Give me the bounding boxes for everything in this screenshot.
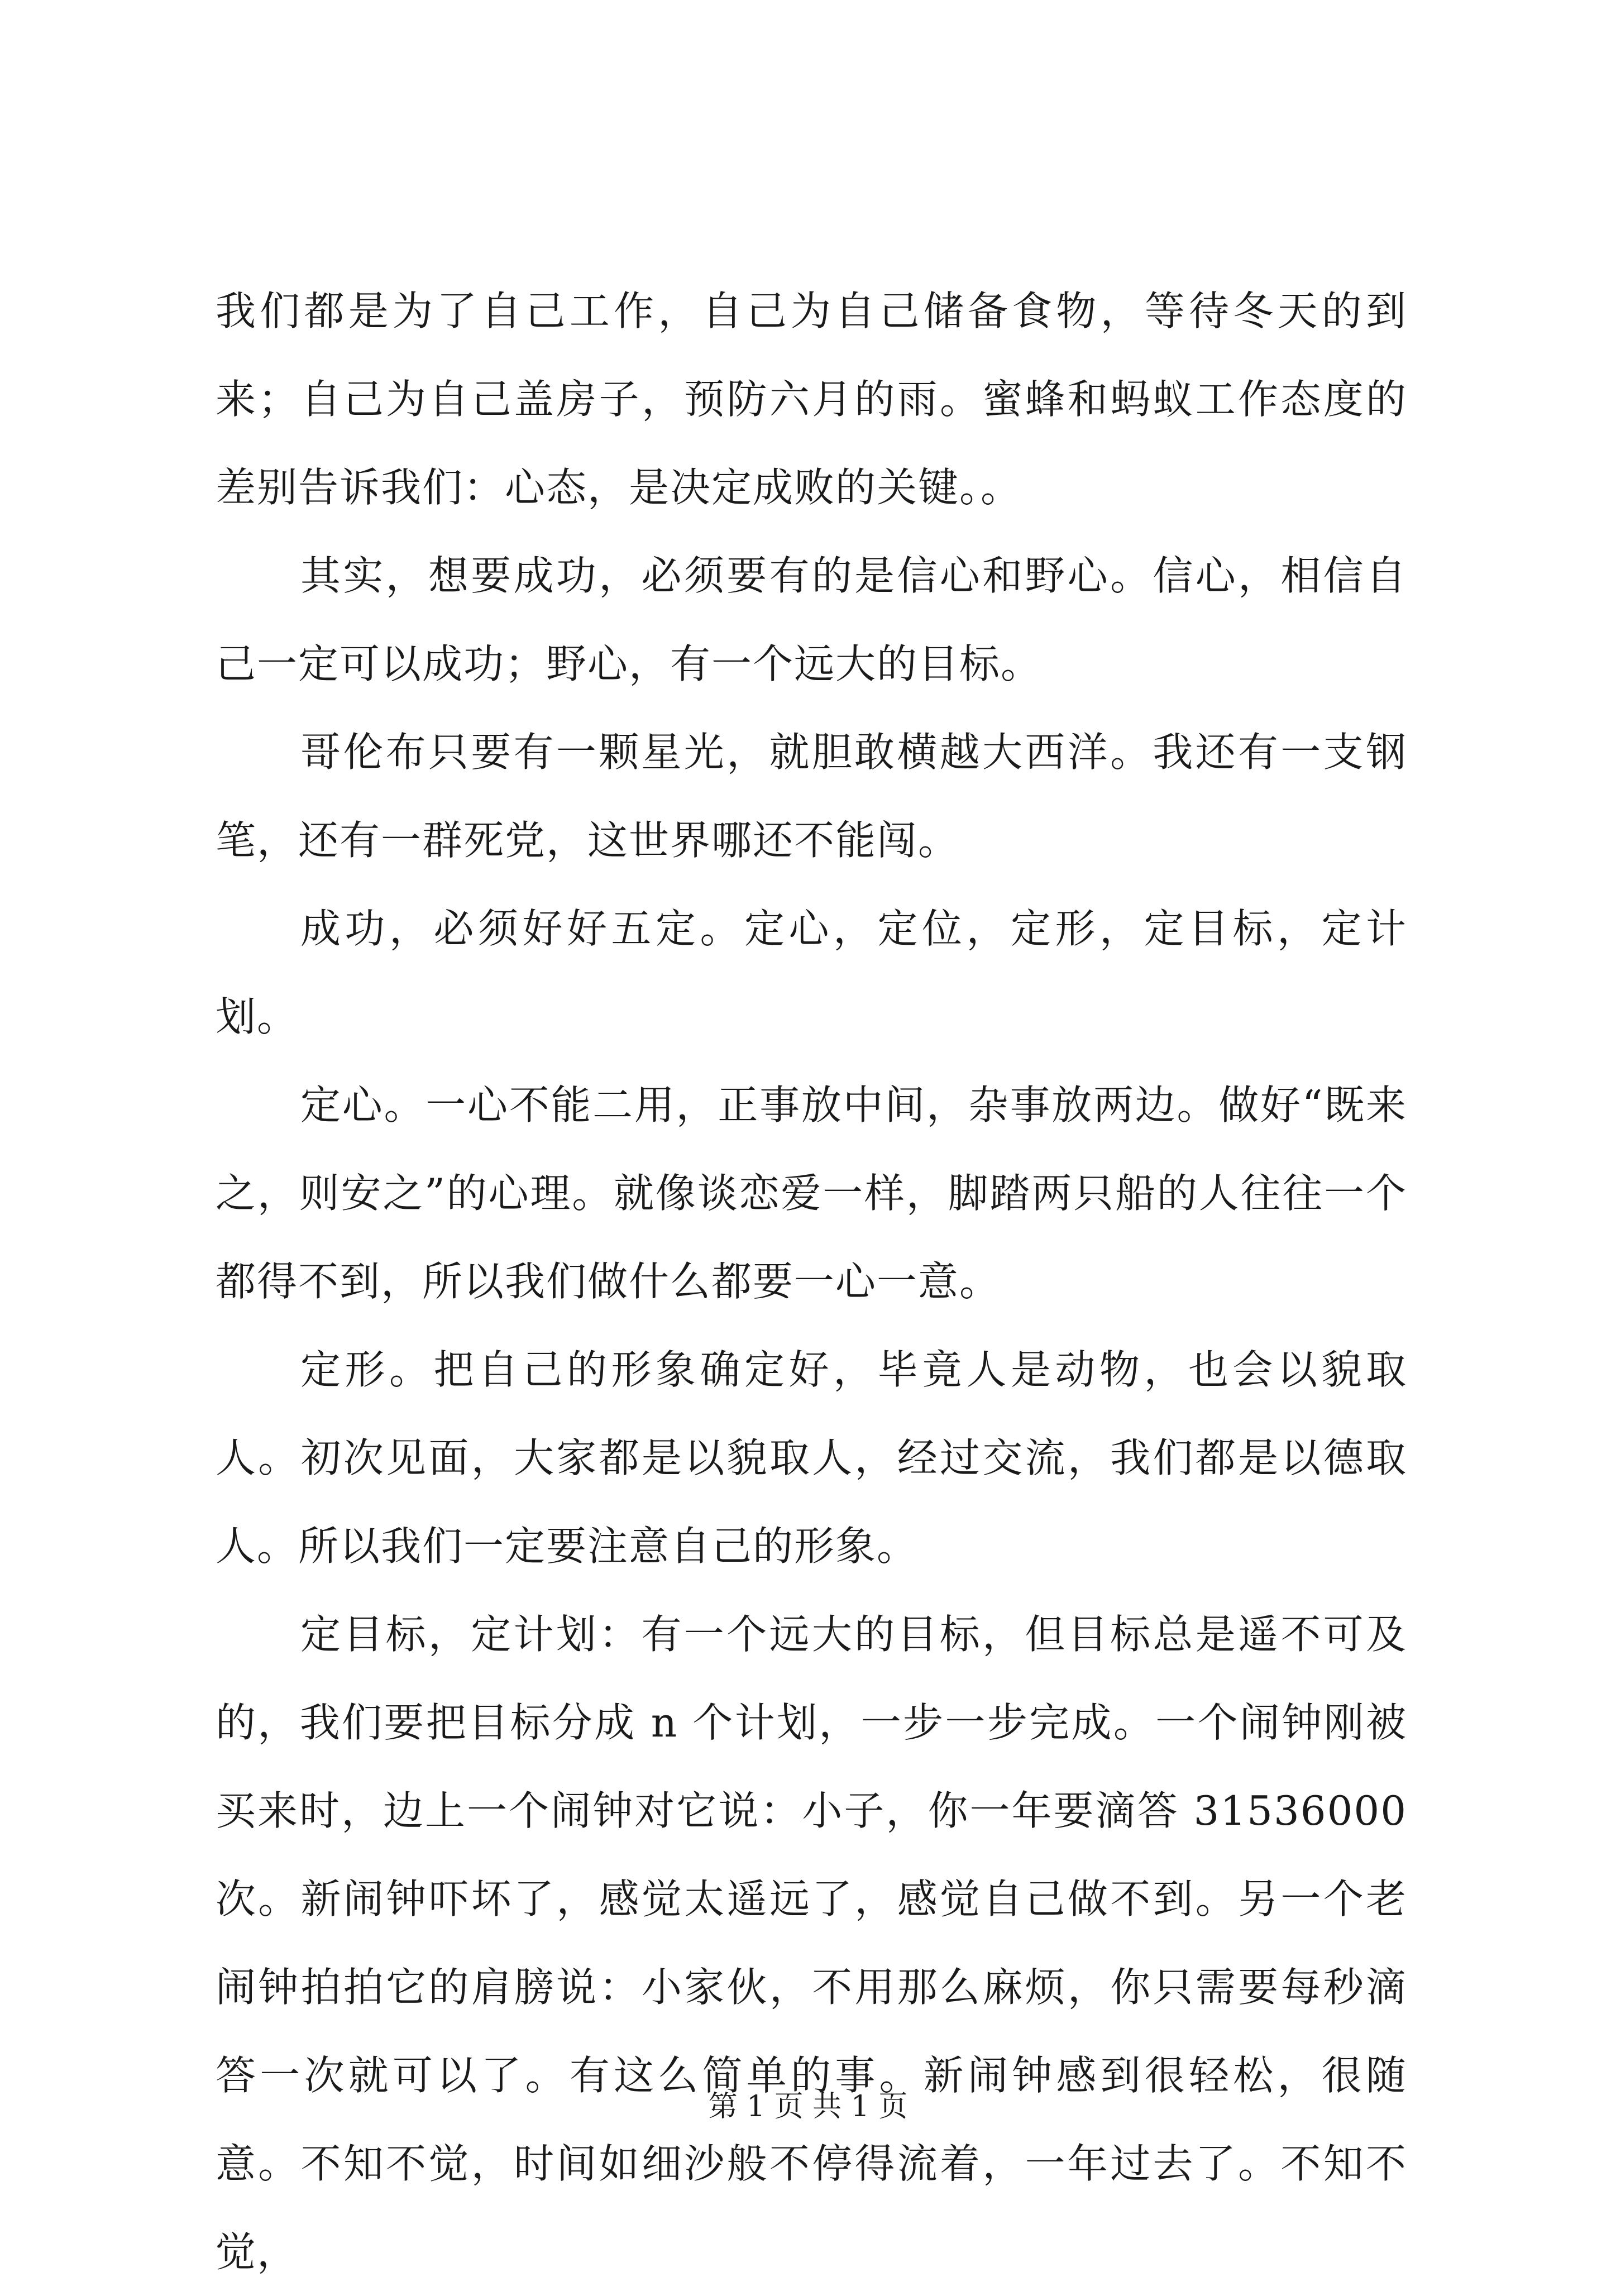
paragraph-5: 定心。一心不能二用，正事放中间，杂事放两边。做好“既来之，则安之”的心理。就像谈恋爱一样，脚踏两只船的人往往一个都得不到，所以我们做什么都要一心一意。 bbox=[216, 1082, 1407, 1305]
document-body bbox=[216, 267, 1407, 2296]
paragraph-6: 定形。把自己的形象确定好，毕竟人是动物，也会以貌取人。初次见面，大家都是以貌取人，经过交流，我们都是以德取人。所以我们一定要注意自己的形象。 bbox=[216, 1346, 1407, 1570]
paragraph-1: 我们都是为了自己工作，自己为自己储备食物，等待冬天的到来；自己为自己盖房子，预防六月的雨。蜜蜂和蚂蚁工作态度的差别告诉我们：心态，是决定成败的关键。。 bbox=[216, 288, 1407, 511]
page-footer bbox=[0, 2087, 1616, 2126]
paragraph-4: 成功，必须好好五定。定心，定位，定形，定目标，定计划。 bbox=[216, 905, 1407, 1040]
paragraph-7: 定目标，定计划：有一个远大的目标，但目标总是遥不可及的，我们要把目标分成 n 个计划，一步一步完成。一个闹钟刚被买来时，边上一个闹钟对它说：小子，你一年要滴答 31536000 次。新闹钟吓坏了，感觉太遥远了，感觉自己做不到。另一个老闹钟拍拍它的肩膀说：小家伙，不用那么麻烦，你只需要每秒滴答一次就可以了。有这么简单的事。新闹钟感到很轻松，很随意。不知不觉，时间如细沙般不停得流着，一年过去了。不知不觉， bbox=[216, 1611, 1407, 2275]
paragraph-3: 哥伦布只要有一颗星光，就胆敢横越大西洋。我还有一支钢笔，还有一群死党，这世界哪还不能闯。 bbox=[216, 729, 1407, 864]
paragraph-2: 其实，想要成功，必须要有的是信心和野心。信心，相信自己一定可以成功；野心，有一个远大的目标。 bbox=[216, 552, 1407, 687]
page-number-label: 第 1 页 共 1 页 bbox=[708, 2090, 908, 2123]
